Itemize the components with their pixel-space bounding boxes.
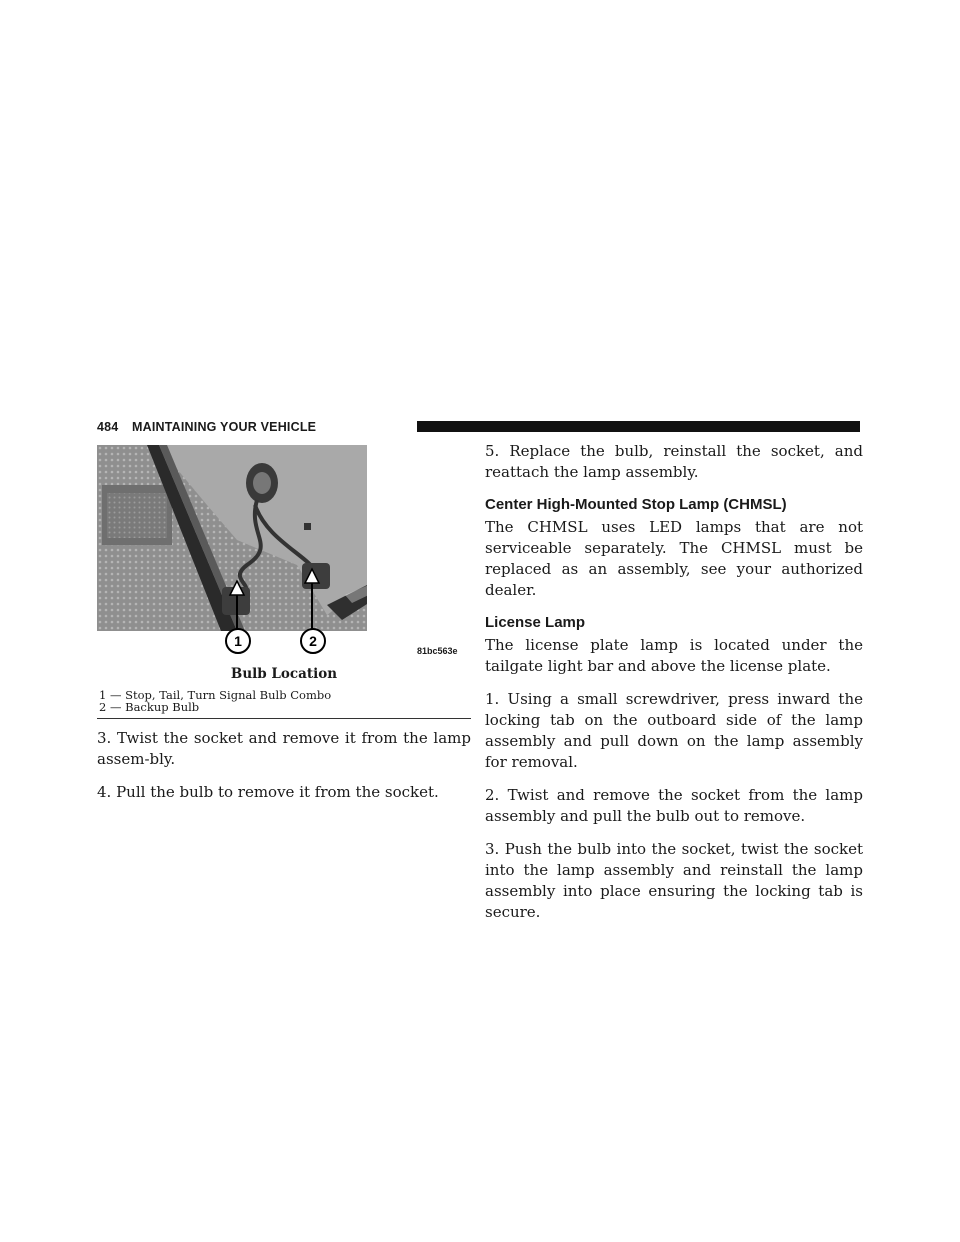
- bulb-location-figure: [97, 445, 471, 664]
- figure-rule: [97, 718, 471, 719]
- section-title: MAINTAINING YOUR VEHICLE: [132, 420, 317, 434]
- figure-title: Bulb Location: [230, 666, 338, 682]
- license-step-2-text: 2. Twist and remove the socket from the lamp assembly and pull the bulb out to remove.: [485, 786, 863, 825]
- license-lamp-heading: License Lamp: [485, 614, 586, 631]
- header-rule: [417, 421, 860, 432]
- step-3-text: 3. Twist the socket and remove it from the lamp assem-bly.: [97, 729, 471, 768]
- legend-item-2: 2 — Backup Bulb: [99, 700, 200, 714]
- license-step-1-text: 1. Using a small screwdriver, press inward the locking tab on the outboard side of the lamp assembly and pull down on the lamp assembly for removal.: [485, 690, 863, 771]
- legend-item-1: 1 — Stop, Tail, Turn Signal Bulb Combo: [99, 688, 332, 702]
- right-column: [485, 441, 863, 935]
- callout-1-label: 1: [234, 633, 242, 649]
- step-5-text: 5. Replace the bulb, reinstall the socket, and reattach the lamp assembly.: [485, 442, 863, 481]
- callout-2-label: 2: [309, 633, 317, 649]
- figure-legend: [99, 689, 331, 713]
- page-header: [97, 418, 863, 436]
- left-column: [97, 728, 471, 815]
- license-lamp-text: The license plate lamp is located under the tailgate light bar and above the license plate.: [485, 636, 863, 675]
- lamp-illustration: [97, 445, 471, 664]
- chmsl-text: The CHMSL uses LED lamps that are not serviceable separately. The CHMSL must be replaced as an assembly, see your authorized dealer.: [485, 518, 863, 599]
- figure-code: 81bc563e: [417, 646, 458, 656]
- page-number: 484: [97, 420, 119, 434]
- chmsl-heading: Center High-Mounted Stop Lamp (CHMSL): [485, 496, 787, 513]
- license-step-3-text: 3. Push the bulb into the socket, twist the socket into the lamp assembly and reinstall the lamp assembly into place ensuring the locking tab is secure.: [485, 840, 863, 921]
- step-4-text: 4. Pull the bulb to remove it from the socket.: [97, 783, 439, 801]
